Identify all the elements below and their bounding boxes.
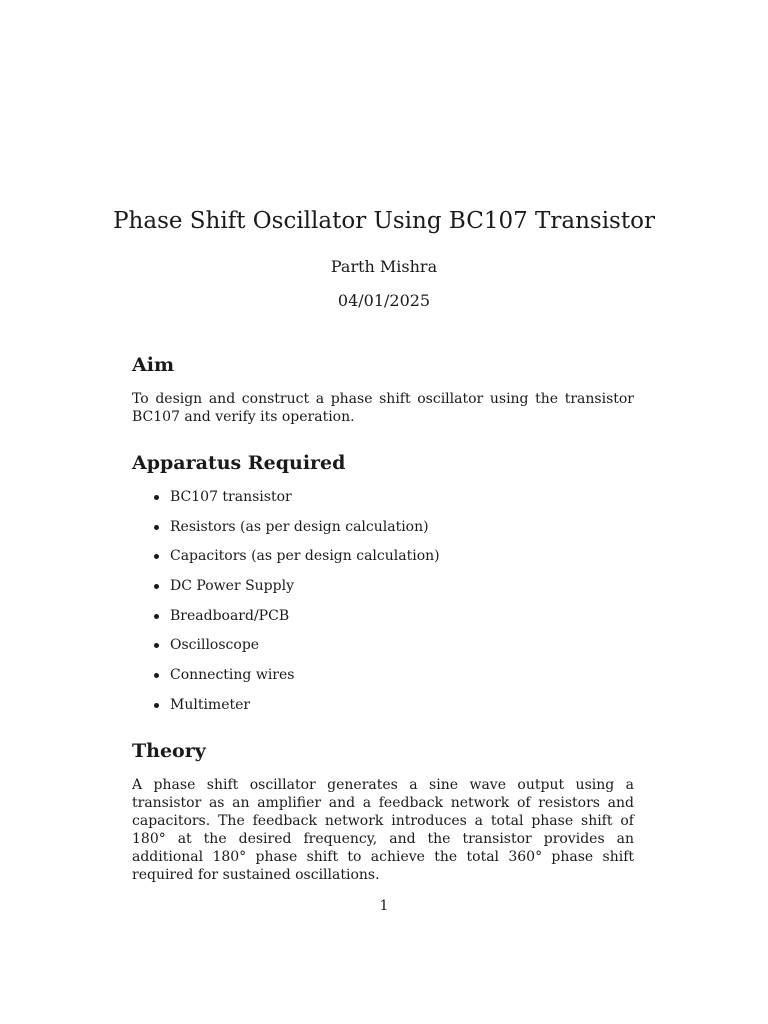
bullet-icon xyxy=(154,643,159,648)
aim-heading: Aim xyxy=(132,354,175,376)
bullet-icon xyxy=(154,554,159,559)
list-item xyxy=(132,696,440,726)
apparatus-item-label: Oscilloscope xyxy=(170,637,260,654)
apparatus-item-label: Resistors (as per design calculation) xyxy=(170,518,429,535)
apparatus-item-label: Connecting wires xyxy=(170,667,295,684)
apparatus-item-label: Capacitors (as per design calculation) xyxy=(170,548,440,565)
aim-text: To design and construct a phase shift oscillator using the transistor BC107 and verify its operation. xyxy=(132,391,634,425)
document-title: Phase Shift Oscillator Using BC107 Transistor xyxy=(113,208,655,234)
bullet-icon xyxy=(154,614,159,619)
apparatus-item-label: Breadboard/PCB xyxy=(170,607,290,624)
bullet-icon xyxy=(154,673,159,678)
list-item xyxy=(132,666,440,696)
page-number: 1 xyxy=(379,898,389,914)
list-item xyxy=(132,488,440,518)
list-item xyxy=(132,607,440,637)
apparatus-heading: Apparatus Required xyxy=(132,452,346,474)
bullet-icon xyxy=(154,525,159,530)
list-item xyxy=(132,577,440,607)
apparatus-item-label: Multimeter xyxy=(170,696,251,713)
document-date: 04/01/2025 xyxy=(337,291,431,310)
apparatus-item-label: BC107 transistor xyxy=(170,489,292,505)
bullet-icon xyxy=(154,703,159,708)
list-item xyxy=(132,518,440,548)
apparatus-item-label: DC Power Supply xyxy=(170,578,294,595)
list-item xyxy=(132,547,440,577)
list-item xyxy=(132,636,440,666)
apparatus-list xyxy=(132,488,440,726)
theory-text: A phase shift oscillator generates a sine wave output using a transistor as an amplifier and a feedback network of resistors and capacitors. The feedback network introduces a total phase shift of 180° at the desired frequency, and the transistor provides an additional 180° phase shift to achieve the total 360° phase shift required for sustained oscillations. xyxy=(132,777,634,883)
theory-heading: Theory xyxy=(132,740,206,762)
bullet-icon xyxy=(154,495,159,500)
document-author: Parth Mishra xyxy=(330,257,438,276)
bullet-icon xyxy=(154,584,159,589)
